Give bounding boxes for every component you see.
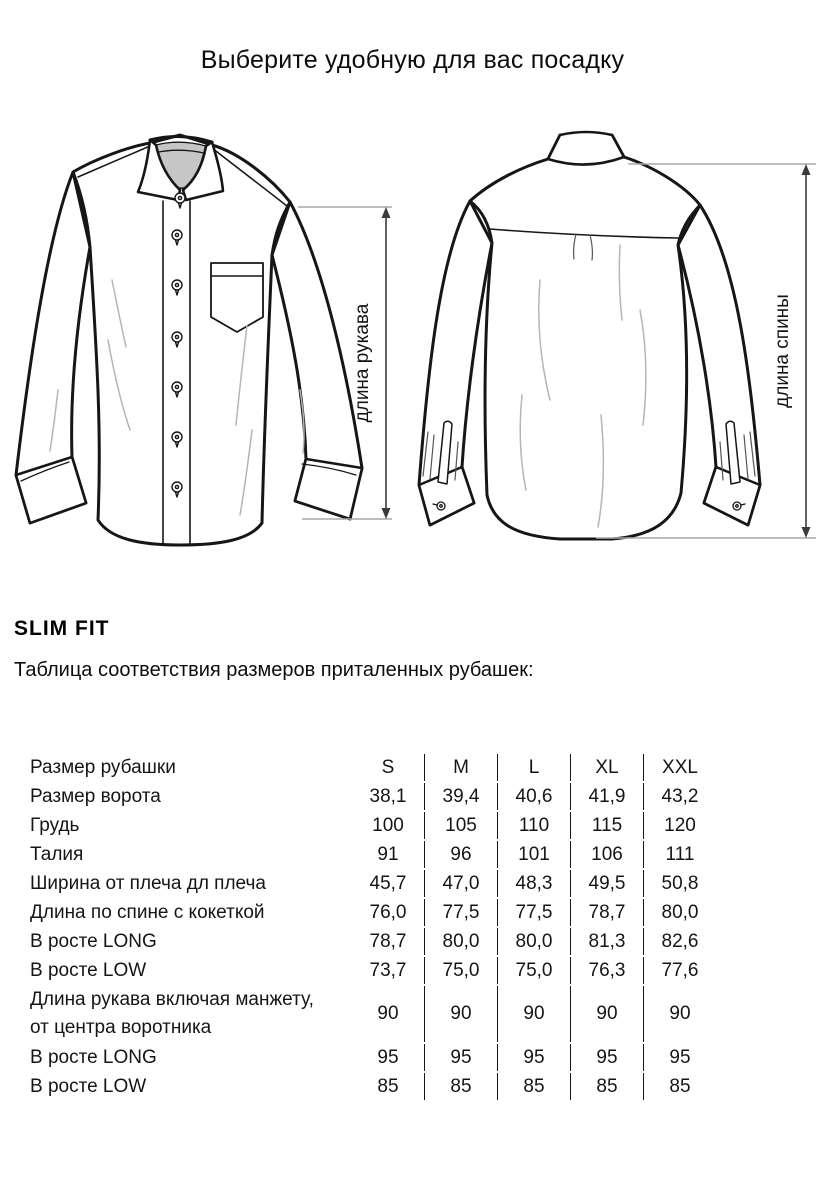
- table-header-row: [30, 754, 716, 781]
- size-value: 90: [570, 986, 643, 1042]
- back-collar: [548, 132, 624, 165]
- size-value: 38,1: [369, 785, 407, 807]
- size-value: 85: [497, 1073, 570, 1100]
- size-value: 111: [643, 841, 716, 868]
- row-label: Талия: [30, 843, 84, 865]
- size-value: 105: [424, 812, 497, 839]
- back-torso: [470, 135, 700, 539]
- shirt-fit-diagram: [0, 95, 825, 565]
- table-row: [30, 899, 716, 926]
- size-value: 90: [497, 986, 570, 1042]
- front-pocket: [211, 263, 263, 332]
- size-value: 91: [377, 843, 399, 865]
- size-value: 75,0: [497, 957, 570, 984]
- size-value: 101: [497, 841, 570, 868]
- size-column-header: XL: [570, 754, 643, 781]
- row-label: Размер ворота: [30, 785, 161, 807]
- size-value: 95: [643, 1044, 716, 1071]
- table-row: [30, 957, 716, 984]
- sleeve-length-label: длина рукава: [352, 303, 373, 423]
- table-row: [30, 783, 716, 810]
- size-value: 50,8: [643, 870, 716, 897]
- size-value: 90: [424, 986, 497, 1042]
- row-label: Ширина от плеча дл плеча: [30, 872, 266, 894]
- size-value: 80,0: [643, 899, 716, 926]
- front-right-sleeve: [272, 202, 362, 519]
- row-label: В росте LONG: [30, 930, 157, 952]
- table-row: [30, 841, 716, 868]
- shirt-back-illustration: [419, 132, 760, 539]
- size-value: 81,3: [570, 928, 643, 955]
- size-value: 77,5: [424, 899, 497, 926]
- size-value: 43,2: [643, 783, 716, 810]
- back-right-sleeve: [678, 205, 760, 525]
- size-value: 78,7: [369, 930, 407, 952]
- size-value: 49,5: [570, 870, 643, 897]
- table-row: [30, 1044, 716, 1071]
- size-column-header: XXL: [643, 754, 716, 781]
- size-value: 85: [643, 1073, 716, 1100]
- row-label-line1: Длина рукава включая манжету,: [30, 989, 314, 1010]
- size-value: 95: [570, 1044, 643, 1071]
- size-column-header: L: [497, 754, 570, 781]
- table-row: [30, 986, 716, 1042]
- size-value: 39,4: [424, 783, 497, 810]
- size-value: 78,7: [570, 899, 643, 926]
- size-column-header: M: [424, 754, 497, 781]
- size-value: 45,7: [369, 872, 407, 894]
- size-value: 110: [497, 812, 570, 839]
- size-value: 120: [643, 812, 716, 839]
- page-title: Выберите удобную для вас посадку: [200, 46, 625, 74]
- size-value: 75,0: [424, 957, 497, 984]
- size-value: 115: [570, 812, 643, 839]
- size-value: 73,7: [369, 959, 407, 981]
- shirt-front-illustration: [16, 135, 362, 545]
- table-row: [30, 1073, 716, 1100]
- back-left-sleeve: [419, 201, 492, 525]
- row-label-line2: от центра воротника: [30, 1017, 212, 1038]
- size-value: 48,3: [497, 870, 570, 897]
- front-left-sleeve: [16, 172, 90, 523]
- table-row: [30, 870, 716, 897]
- size-value: 47,0: [424, 870, 497, 897]
- size-value: 82,6: [643, 928, 716, 955]
- row-label: [30, 986, 352, 1042]
- row-label: В росте LONG: [30, 1046, 157, 1068]
- size-value: 40,6: [497, 783, 570, 810]
- size-value: 100: [372, 814, 404, 836]
- size-value: 80,0: [497, 928, 570, 955]
- size-value: 90: [643, 986, 716, 1042]
- size-value: 96: [424, 841, 497, 868]
- size-value: 85: [424, 1073, 497, 1100]
- row-label: Длина по спине с кокеткой: [30, 901, 265, 923]
- row-label: Грудь: [30, 814, 80, 836]
- row-label: В росте LOW: [30, 1075, 147, 1097]
- back-length-label: длина спины: [772, 294, 793, 408]
- size-value: 85: [570, 1073, 643, 1100]
- size-table: [30, 752, 716, 1102]
- row-label: Размер рубашки: [30, 756, 176, 778]
- table-row: [30, 928, 716, 955]
- size-value: 76,0: [369, 901, 407, 923]
- size-value: 106: [570, 841, 643, 868]
- table-caption: Таблица соответствия размеров приталенных рубашек:: [14, 659, 534, 681]
- table-row: [30, 812, 716, 839]
- size-value: 90: [377, 1003, 399, 1024]
- fit-heading: SLIM FIT: [14, 617, 110, 640]
- size-value: 77,5: [497, 899, 570, 926]
- size-column-header: S: [381, 756, 395, 778]
- size-value: 76,3: [570, 957, 643, 984]
- size-value: 95: [497, 1044, 570, 1071]
- size-value: 77,6: [643, 957, 716, 984]
- size-value: 85: [377, 1075, 399, 1097]
- size-value: 41,9: [570, 783, 643, 810]
- size-value: 80,0: [424, 928, 497, 955]
- size-value: 95: [377, 1046, 399, 1068]
- size-value: 95: [424, 1044, 497, 1071]
- front-collar: [138, 136, 223, 200]
- row-label: В росте LOW: [30, 959, 147, 981]
